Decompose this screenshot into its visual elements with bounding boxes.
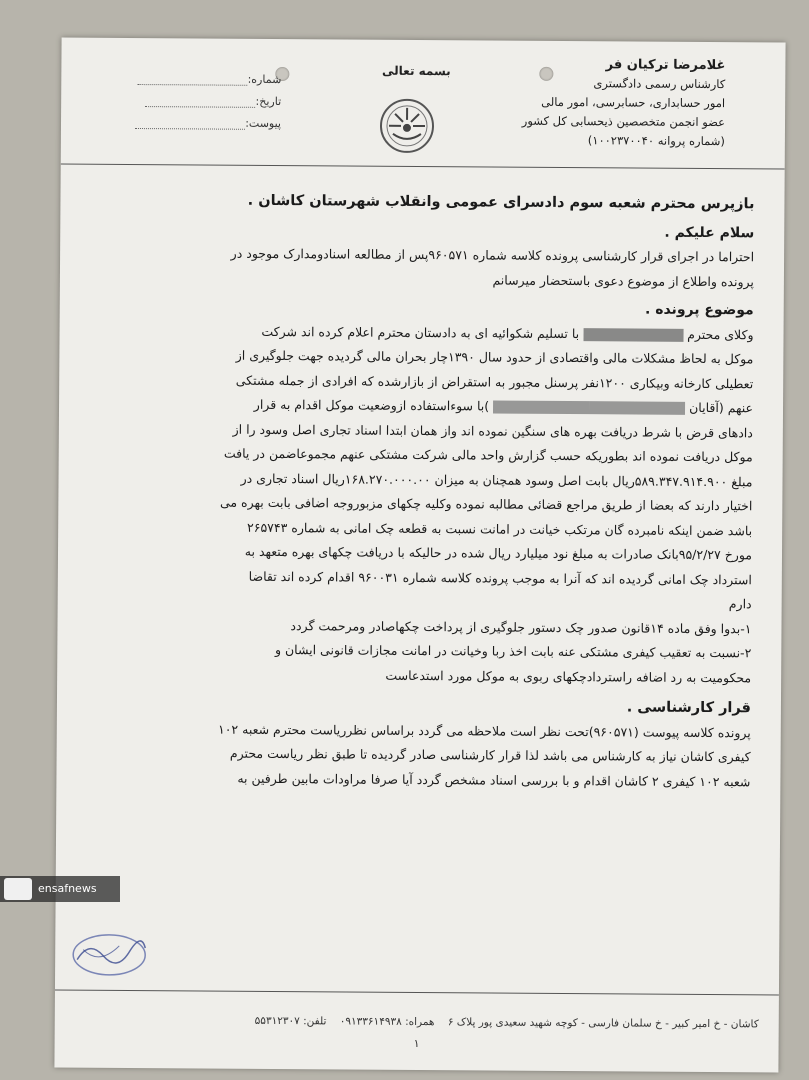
watermark (0, 876, 120, 902)
footer-mobile: همراه: ۰۹۱۳۳۶۱۴۹۳۸ (339, 1015, 435, 1029)
recipient-line: بازپرس محترم شعبه سوم دادسرای عمومی وانقلاب شهرستان کاشان . (247, 192, 755, 213)
redaction (493, 401, 589, 415)
expert-title: کارشناس رسمی دادگستری (593, 76, 726, 92)
bismillah: بسمه تعالی (382, 63, 451, 79)
expert-header (465, 54, 726, 151)
attachment-field: پیوست: (91, 112, 281, 135)
decision-line: شعبه ۱۰۲ کیفری ۲ کاشان اقدام و با بررسی اسناد مشخص گردد آیا صرفا مراودات مابین طرفین به (237, 770, 751, 789)
expert-fields: امور حسابداری، حسابرسی، امور مالی (541, 94, 726, 111)
letter-body (78, 188, 754, 795)
footer-contact (65, 1012, 759, 1033)
header-divider (61, 163, 785, 169)
watermark-logo-icon (4, 878, 32, 900)
intro-line: پرونده واطلاع از موضوع دعوی باستحضار میرسانم (492, 271, 754, 289)
body-line: وکلای محترم با تسلیم شکوائیه ای به دادستان محترم اعلام کرده اند شرکت (261, 323, 754, 342)
body-line: مورخ ۹۵/۲/۲۷بانک صادرات به مبلغ نود میلیارد ریال شده در حالیکه با دریافت چکهای بهره متعهد به (244, 543, 753, 563)
watermark-label: ensafnews (38, 882, 97, 895)
expert-license: (شماره پروانه ۱۰۰۲۳۷۰۰۴۰) (587, 133, 725, 149)
meta-fields (91, 68, 281, 135)
body-line: باشد ضمن اینکه نامبرده گان مرتکب خیانت در امانت نسبت به قطعه چک امانی به شماره ۲۶۵۷۴۳ (247, 519, 753, 538)
greeting: سلام علیکم . (664, 224, 755, 241)
body-line: تعطیلی کارخانه وبیکاری ۱۲۰۰نفر پرسنل مجبور به استقراض از بازارشده که افرادی از جمله مشتکی (235, 372, 754, 391)
decision-line: پرونده کلاسه پیوست (۹۶۰۵۷۱)تحت نظر است ملاحظه می گردد براساس نظرریاست محترم شعبه ۱۰۲ (217, 721, 751, 740)
subject-heading: موضوع پرونده . (644, 301, 754, 319)
request-item: ۲-نسبت به تعقیب کیفری مشتکی عنه بابت اخذ ربا وخیانت در امانت مجازات قانونی ایشان و (274, 641, 752, 661)
number-field: شماره: (91, 68, 281, 91)
body-line: موکل دریافت نموده اند بطوریکه حسب گزارش واحد مالی شرکت مشتکی عنهم مجموعاضمن در یافت (223, 445, 753, 465)
decision-line: کیفری کاشان نیاز به کارشناس می باشد لذا قرار کارشناسی صادر گردیده تا طبق نظر ریاست محترم (229, 745, 751, 765)
intro-line: احتراما در اجرای قرار کارشناسی پرونده کلاسه شماره ۹۶۰۵۷۱پس از مطالعه اسنادومدارک موجود در (230, 245, 755, 265)
date-field: تاریخ: (91, 90, 281, 113)
body-line: دارم (728, 596, 752, 612)
document-page (54, 37, 785, 1072)
request-item: ۱-بدوا وفق ماده ۱۴قانون صدور چک دستور جلوگیری از پرداخت چکهاصادر ومرحمت گردد (290, 617, 752, 636)
body-line: موکل به لحاظ مشکلات مالی واقتصادی از حدود سال ۱۳۹۰چار بحران مالی گردیده جهت جلوگیری از (235, 347, 754, 367)
body-line: عنهم (آقایان )با سوءاستفاده ازوضعیت موکل اقدام به قرار (253, 396, 754, 416)
expert-membership: عضو انجمن متخصصین ذیحسابی کل کشور (521, 113, 726, 130)
footer-divider (55, 989, 779, 995)
body-line: دادهای قرض با شرط دریافت بهره های سنگین نموده اند واز همان ابتدا اسناد تجاری اصل وسود را از (232, 421, 753, 440)
body-line: اختیار دارند که بعضا از طریق مراجع قضائی مطالبه نموده وکلیه چکهای مزبوروجه اضافی بابت بهره می (219, 494, 753, 514)
expert-name: غلامرضا ترکیان فر (605, 57, 726, 74)
request-item: محکومیت به رد اضافه راستردادچکهای ربوی به موکل مورد استدعاست (385, 667, 752, 685)
signature-stamp-icon (69, 930, 149, 981)
footer-phone: تلفن: ۵۵۳۱۲۳۰۷ (254, 1014, 327, 1028)
decision-heading: قرار کارشناسی . (626, 699, 751, 717)
emblem-logo-icon (379, 98, 435, 154)
body-line: استرداد چک امانی گردیده اند که آنرا به موجب پرونده کلاسه شماره ۹۶۰۰۳۱ اقدام کرده اند تقاضا (248, 568, 752, 587)
footer-address: کاشان - خ امیر کبیر - خ سلمان فارسی - کوچه شهید سعیدی پور پلاک ۶ (447, 1016, 759, 1031)
redaction (589, 401, 685, 415)
page-number: ۱ (413, 1036, 420, 1051)
redaction (583, 328, 683, 342)
body-line: مبلغ ۵۸۹.۳۴۷.۹۱۴.۹۰۰ریال بابت اصل وسود همچنان به میزان ۱۶۸.۲۷۰.۰۰۰.۰۰ریال اسناد تجاری در (240, 470, 753, 489)
